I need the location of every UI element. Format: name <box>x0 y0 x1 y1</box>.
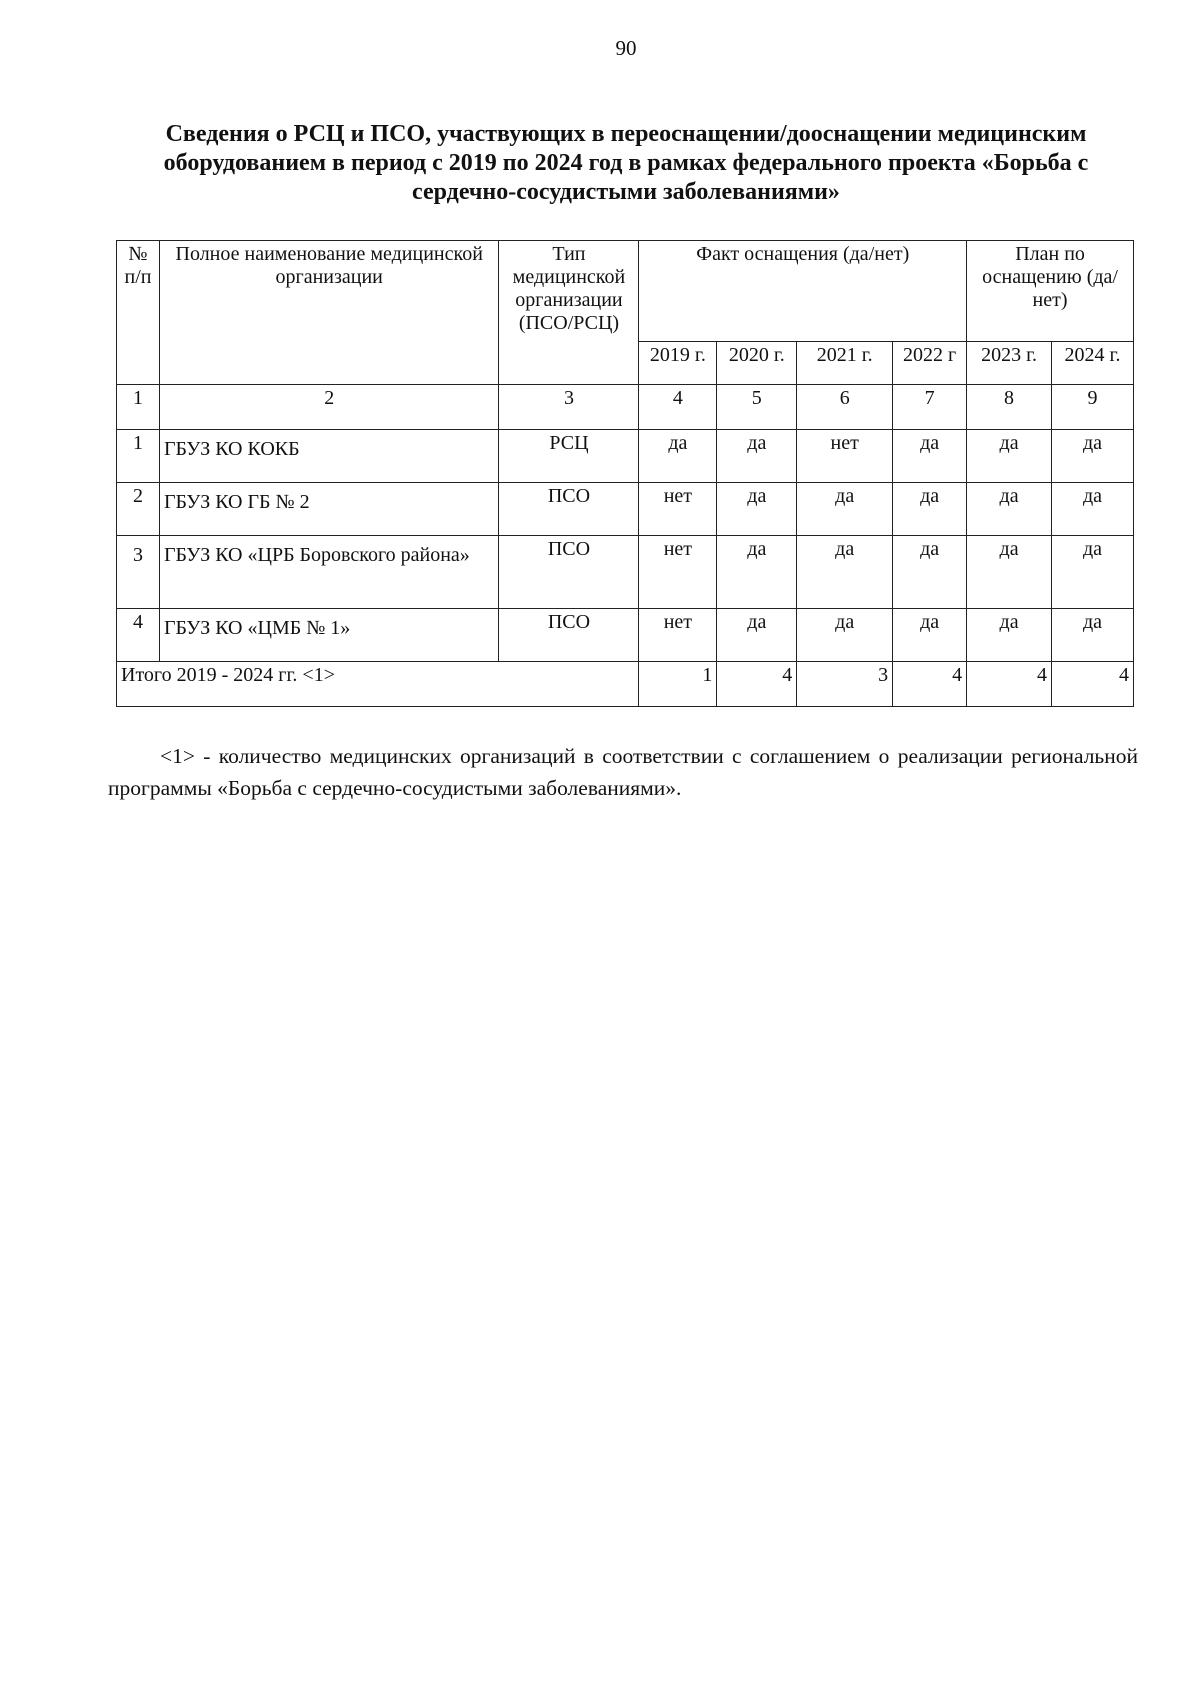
header-year: 2020 г. <box>717 342 797 385</box>
column-number: 5 <box>717 385 797 430</box>
org-name: ГБУЗ КО «ЦМБ № 1» <box>159 609 499 662</box>
year-value: да <box>717 430 797 483</box>
row-num: 3 <box>117 536 160 609</box>
page-number: 90 <box>615 36 637 60</box>
column-number: 4 <box>639 385 717 430</box>
year-value: нет <box>797 430 893 483</box>
year-value: да <box>967 536 1052 609</box>
total-value: 4 <box>893 662 967 707</box>
year-value: нет <box>639 609 717 662</box>
header-name: Полное наименование медицинской организации <box>159 241 499 385</box>
header-type: Тип медицинской организации (ПСО/РСЦ) <box>499 241 639 385</box>
year-value: да <box>1052 536 1134 609</box>
title-line: оборудованием в период с 2019 по 2024 год в рамках федерального проекта «Борьба с <box>163 150 1089 176</box>
year-value: да <box>967 430 1052 483</box>
total-value: 1 <box>639 662 717 707</box>
row-num: 2 <box>117 483 160 536</box>
year-value: нет <box>639 483 717 536</box>
org-name: ГБУЗ КО ГБ № 2 <box>159 483 499 536</box>
year-value: да <box>893 609 967 662</box>
column-number: 2 <box>159 385 499 430</box>
column-number: 3 <box>499 385 639 430</box>
header-year: 2021 г. <box>797 342 893 385</box>
footnote: <1> - количество медицинских организаций в соответствии с соглашением о реализации региональной программы «Борьба с сердечно-сосудистыми заболеваниями». <box>108 743 1138 800</box>
total-value: 4 <box>1052 662 1134 707</box>
total-label: Итого 2019 - 2024 гг. <1> <box>117 662 639 707</box>
column-number: 7 <box>893 385 967 430</box>
table-row <box>117 609 1134 662</box>
row-num: 4 <box>117 609 160 662</box>
total-row <box>117 662 1134 707</box>
year-value: да <box>967 609 1052 662</box>
org-type: ПСО <box>499 609 639 662</box>
year-value: да <box>797 536 893 609</box>
year-value: да <box>1052 483 1134 536</box>
year-value: да <box>717 609 797 662</box>
table-row <box>117 483 1134 536</box>
row-num: 1 <box>117 430 160 483</box>
year-value: нет <box>639 536 717 609</box>
header-fact: Факт оснащения (да/нет) <box>639 241 967 342</box>
header-year: 2023 г. <box>967 342 1052 385</box>
year-value: да <box>893 536 967 609</box>
column-number: 6 <box>797 385 893 430</box>
title-line: Сведения о РСЦ и ПСО, участвующих в переоснащении/дооснащении медицинским <box>165 121 1087 147</box>
title-line: сердечно-сосудистыми заболеваниями» <box>412 179 840 205</box>
total-value: 3 <box>797 662 893 707</box>
org-type: ПСО <box>499 483 639 536</box>
year-value: да <box>797 609 893 662</box>
total-value: 4 <box>967 662 1052 707</box>
year-value: да <box>893 430 967 483</box>
header-year: 2024 г. <box>1052 342 1134 385</box>
org-type: РСЦ <box>499 430 639 483</box>
org-name: ГБУЗ КО «ЦРБ Боровского района» <box>159 536 499 609</box>
equipment-table <box>116 240 1134 707</box>
year-value: да <box>1052 430 1134 483</box>
header-plan: План по оснащению (да/нет) <box>967 241 1134 342</box>
year-value: да <box>639 430 717 483</box>
year-value: да <box>797 483 893 536</box>
year-value: да <box>717 536 797 609</box>
header-year: 2022 г <box>893 342 967 385</box>
year-value: да <box>1052 609 1134 662</box>
column-number: 8 <box>967 385 1052 430</box>
year-value: да <box>893 483 967 536</box>
year-value: да <box>717 483 797 536</box>
header-num: № п/п <box>117 241 160 385</box>
org-name: ГБУЗ КО КОКБ <box>159 430 499 483</box>
column-number: 9 <box>1052 385 1134 430</box>
column-number: 1 <box>117 385 160 430</box>
header-year: 2019 г. <box>639 342 717 385</box>
table-row <box>117 430 1134 483</box>
year-value: да <box>967 483 1052 536</box>
org-type: ПСО <box>499 536 639 609</box>
document-title <box>100 120 1152 207</box>
table-row <box>117 536 1134 609</box>
total-value: 4 <box>717 662 797 707</box>
